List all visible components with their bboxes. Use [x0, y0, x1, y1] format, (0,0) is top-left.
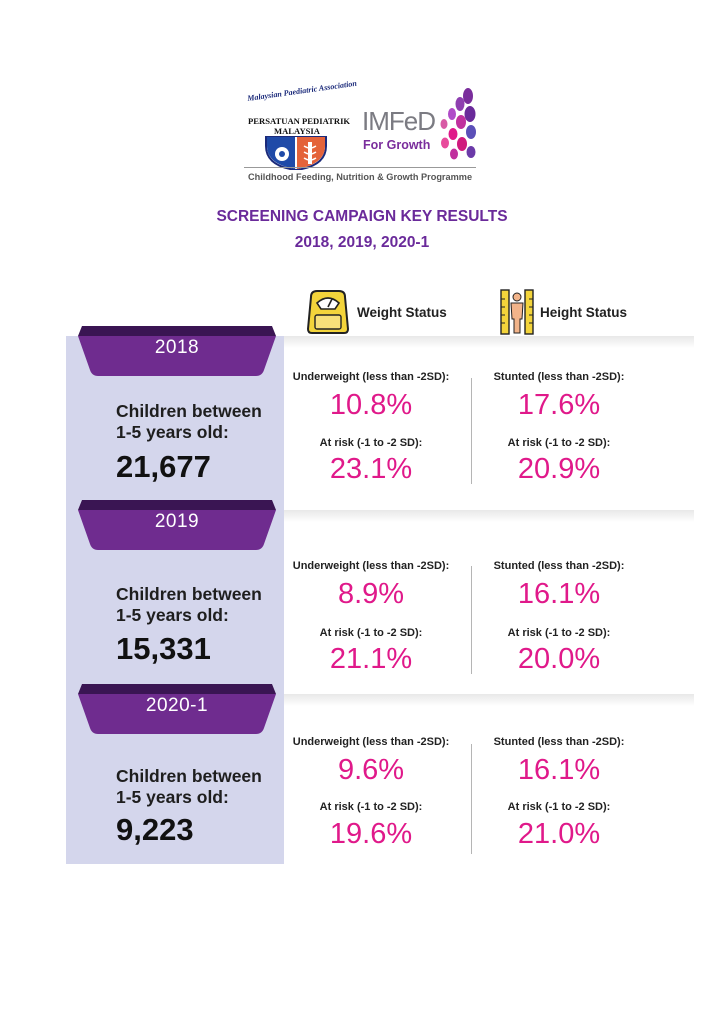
height-risk-label: At risk (-1 to -2 SD): [507, 627, 611, 639]
height-risk-value: 20.9% [517, 453, 601, 485]
weight-risk-label: At risk (-1 to -2 SD): [319, 801, 423, 813]
underweight-value: 8.9% [337, 578, 405, 610]
ppm-name-line2: MALAYSIA [273, 126, 320, 136]
weight-risk-value: 19.6% [329, 818, 413, 850]
weight-risk-label: At risk (-1 to -2 SD): [319, 627, 423, 639]
weighing-scale-icon [305, 289, 351, 335]
ppm-arc-text: Malaysian Paediatric Association [246, 78, 358, 103]
page-title: SCREENING CAMPAIGN KEY RESULTS [216, 208, 508, 225]
height-status-header [500, 288, 627, 336]
height-risk-value: 20.0% [517, 643, 601, 675]
year-label: 2020-1 [145, 695, 209, 716]
ppm-shield-icon [264, 136, 328, 170]
stunted-value: 16.1% [517, 754, 601, 786]
children-label [116, 766, 262, 808]
children-label-line1: Children between [116, 401, 262, 421]
for-growth-text: For Growth [363, 138, 431, 152]
page-subtitle: 2018, 2019, 2020-1 [294, 234, 430, 251]
ppm-name-line1: PERSATUAN PEDIATRIK [248, 116, 351, 126]
programme-divider [244, 167, 476, 168]
section-divider [284, 336, 694, 348]
stunted-value: 16.1% [517, 578, 601, 610]
underweight-label: Underweight (less than -2SD): [292, 560, 450, 572]
underweight-label: Underweight (less than -2SD): [292, 371, 450, 383]
stunted-label: Stunted (less than -2SD): [493, 371, 625, 383]
children-count: 15,331 [116, 631, 211, 666]
underweight-value: 9.6% [337, 754, 405, 786]
year-ribbon-2018 [70, 326, 284, 378]
underweight-value: 10.8% [329, 389, 413, 421]
stunted-label: Stunted (less than -2SD): [493, 736, 625, 748]
children-label-line1: Children between [116, 584, 262, 604]
children-label [116, 584, 262, 626]
children-label [116, 401, 262, 443]
stunted-value: 17.6% [517, 389, 601, 421]
imfed-dots-icon [434, 88, 476, 164]
ppm-logo [244, 78, 358, 172]
height-status-label: Height Status [540, 304, 628, 320]
height-risk-value: 21.0% [517, 818, 601, 850]
weight-status-header [305, 288, 447, 336]
year-label: 2018 [154, 337, 200, 358]
year-label: 2019 [154, 511, 200, 532]
stunted-label: Stunted (less than -2SD): [493, 560, 625, 572]
children-count: 9,223 [116, 812, 194, 847]
year-ribbon-2020-1 [70, 684, 284, 736]
weight-risk-value: 21.1% [329, 643, 413, 675]
children-label-line1: Children between [116, 766, 262, 786]
underweight-label: Underweight (less than -2SD): [292, 736, 450, 748]
weight-risk-value: 23.1% [329, 453, 413, 485]
height-measure-icon [500, 289, 534, 335]
children-label-line2: 1-5 years old: [116, 422, 229, 442]
children-label-line2: 1-5 years old: [116, 605, 229, 625]
section-divider [284, 510, 694, 522]
children-label-line2: 1-5 years old: [116, 787, 229, 807]
year-ribbon-2019 [70, 500, 284, 552]
children-count: 21,677 [116, 449, 211, 484]
section-divider [284, 694, 694, 706]
imfed-wordmark: IMFeD [362, 106, 435, 136]
height-risk-label: At risk (-1 to -2 SD): [507, 437, 611, 449]
weight-status-label: Weight Status [357, 304, 447, 320]
logo-area [244, 78, 476, 186]
programme-text: Childhood Feeding, Nutrition & Growth Programme [248, 172, 473, 182]
height-risk-label: At risk (-1 to -2 SD): [507, 801, 611, 813]
weight-risk-label: At risk (-1 to -2 SD): [319, 437, 423, 449]
